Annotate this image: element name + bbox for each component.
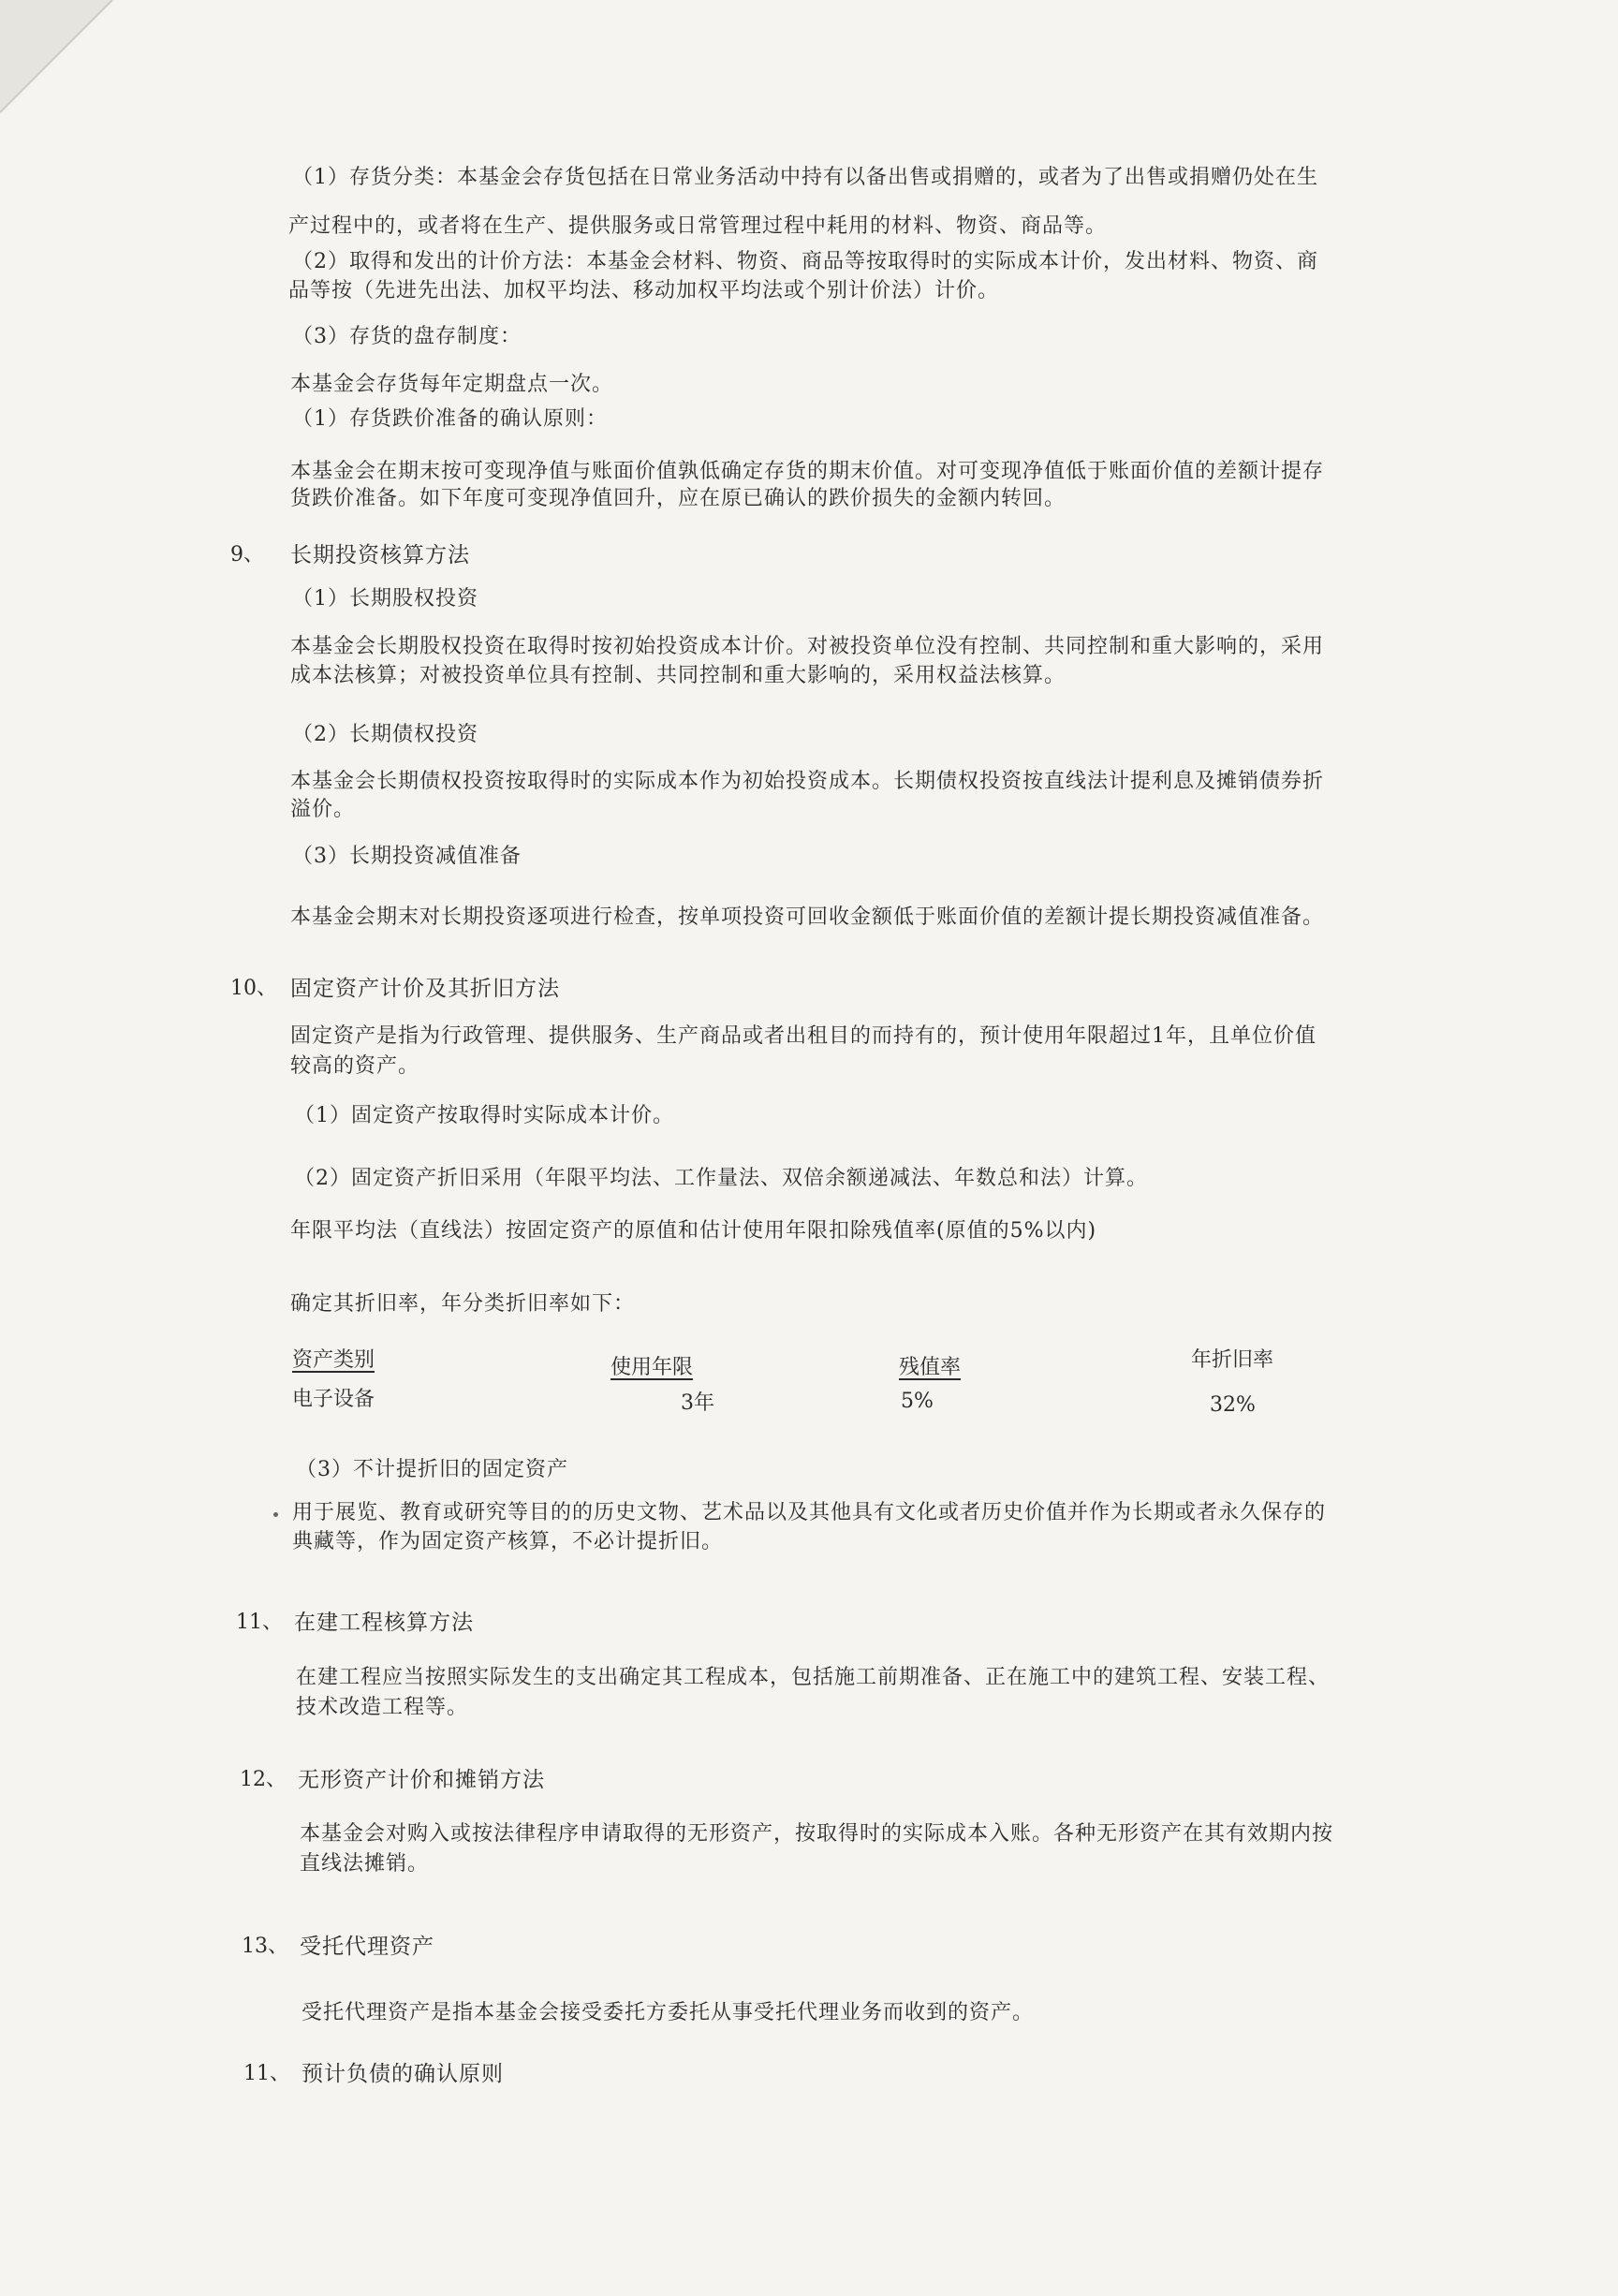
paragraph-line: （3）存货的盘存制度： — [292, 325, 522, 348]
section-heading: 无形资产计价和摊销方法 — [298, 1768, 545, 1792]
section-heading: 在建工程核算方法 — [294, 1611, 474, 1635]
paragraph-line: 成本法核算；对被投资单位具有控制、共同控制和重大影响的，采用权益法核算。 — [290, 664, 1066, 687]
paragraph-line: 典藏等，作为固定资产核算，不必计提折旧。 — [292, 1530, 724, 1553]
paragraph-line: 确定其折旧率，年分类折旧率如下： — [290, 1292, 636, 1316]
subsection-heading: （1）固定资产按取得时实际成本计价。 — [294, 1104, 674, 1127]
page-fold-corner — [0, 0, 178, 140]
section-number: 12、 — [240, 1768, 287, 1791]
subsection-heading: （3）长期投资减值准备 — [292, 845, 522, 868]
section-number: 9、 — [230, 543, 264, 567]
table-cell: 3年 — [681, 1391, 714, 1415]
section-number: 10、 — [230, 977, 277, 1000]
subsection-heading: （2）固定资产折旧采用（年限平均法、工作量法、双倍余额递减法、年数总和法）计算。 — [294, 1167, 1149, 1190]
paragraph-line: （1）存货跌价准备的确认原则： — [292, 407, 608, 431]
subsection-heading: （2）长期债权投资 — [292, 723, 478, 746]
table-header-cell: 年折旧率 — [1191, 1348, 1274, 1372]
table-cell: 电子设备 — [292, 1388, 375, 1411]
paragraph-line: （2）取得和发出的计价方法：本基金会材料、物资、商品等按取得时的实际成本计价，发出材料、物资、商 — [292, 250, 1319, 273]
paragraph-line: 在建工程应当按照实际发生的支出确定其工程成本，包括施工前期准备、正在施工中的建筑工程、安装工程、 — [296, 1666, 1331, 1689]
paragraph-line: 货跌价准备。如下年度可变现净值回升，应在原已确认的跌价损失的金额内转回。 — [290, 487, 1066, 510]
section-heading: 固定资产计价及其折旧方法 — [290, 977, 560, 1001]
paragraph-line: 固定资产是指为行政管理、提供服务、生产商品或者出租目的而持有的，预计使用年限超过1年，且单位价值 — [290, 1024, 1317, 1048]
paragraph-line: 本基金会存货每年定期盘点一次。 — [290, 373, 614, 396]
section-number: 11、 — [236, 1611, 283, 1634]
paragraph-line: 用于展览、教育或研究等目的的历史文物、艺术品以及其他具有文化或者历史价值并作为长期或者永久保存的 — [292, 1501, 1327, 1524]
paragraph-line: 溢价。 — [290, 798, 356, 821]
section-heading: 预计负债的确认原则 — [302, 2062, 504, 2086]
table-header-cell: 资产类别 — [292, 1348, 375, 1372]
subsection-heading: （3）不计提折旧的固定资产 — [296, 1458, 568, 1481]
paragraph-line: 直线法摊销。 — [300, 1852, 430, 1876]
paragraph-line: 本基金会期末对长期投资逐项进行检查，按单项投资可回收金额低于账面价值的差额计提长期投资减值准备。 — [290, 905, 1325, 929]
section-heading: 受托代理资产 — [300, 1935, 434, 1959]
paragraph-line: 本基金会在期末按可变现净值与账面价值孰低确定存货的期末价值。对可变现净值低于账面价值的差额计提存 — [290, 460, 1325, 483]
paragraph-line: （1）存货分类：本基金会存货包括在日常业务活动中持有以备出售或捐赠的，或者为了出售或捐赠仍处在生 — [292, 166, 1319, 189]
margin-mark — [273, 1512, 278, 1517]
paragraph-line: 年限平均法（直线法）按固定资产的原值和估计使用年限扣除残值率(原值的5%以内) — [290, 1219, 1097, 1243]
paragraph-line: 本基金会对购入或按法律程序申请取得的无形资产，按取得时的实际成本入账。各种无形资产在其有效期内按 — [300, 1822, 1334, 1846]
paragraph-line: 较高的资产。 — [290, 1054, 420, 1078]
table-cell: 32% — [1210, 1393, 1256, 1417]
paragraph-line: 技术改造工程等。 — [296, 1696, 469, 1719]
section-heading: 长期投资核算方法 — [290, 543, 470, 567]
paragraph-line: 本基金会长期股权投资在取得时按初始投资成本计价。对被投资单位没有控制、共同控制和重大影响的，采用 — [290, 635, 1325, 658]
section-number: 11、 — [243, 2062, 290, 2085]
paragraph-line: 本基金会长期债权投资按取得时的实际成本作为初始投资成本。长期债权投资按直线法计提利息及摊销债券折 — [290, 770, 1325, 793]
subsection-heading: （1）长期股权投资 — [292, 587, 478, 611]
table-header-cell: 残值率 — [899, 1356, 962, 1379]
paragraph-line: 品等按（先进先出法、加权平均法、移动加权平均法或个别计价法）计价。 — [288, 279, 1000, 302]
section-number: 13、 — [242, 1935, 288, 1958]
paragraph-line: 受托代理资产是指本基金会接受委托方委托从事受托代理业务而收到的资产。 — [302, 2001, 1035, 2024]
table-cell: 5% — [901, 1390, 934, 1413]
table-header-cell: 使用年限 — [610, 1356, 694, 1379]
paragraph-line: 产过程中的，或者将在生产、提供服务或日常管理过程中耗用的材料、物资、商品等。 — [288, 214, 1108, 238]
